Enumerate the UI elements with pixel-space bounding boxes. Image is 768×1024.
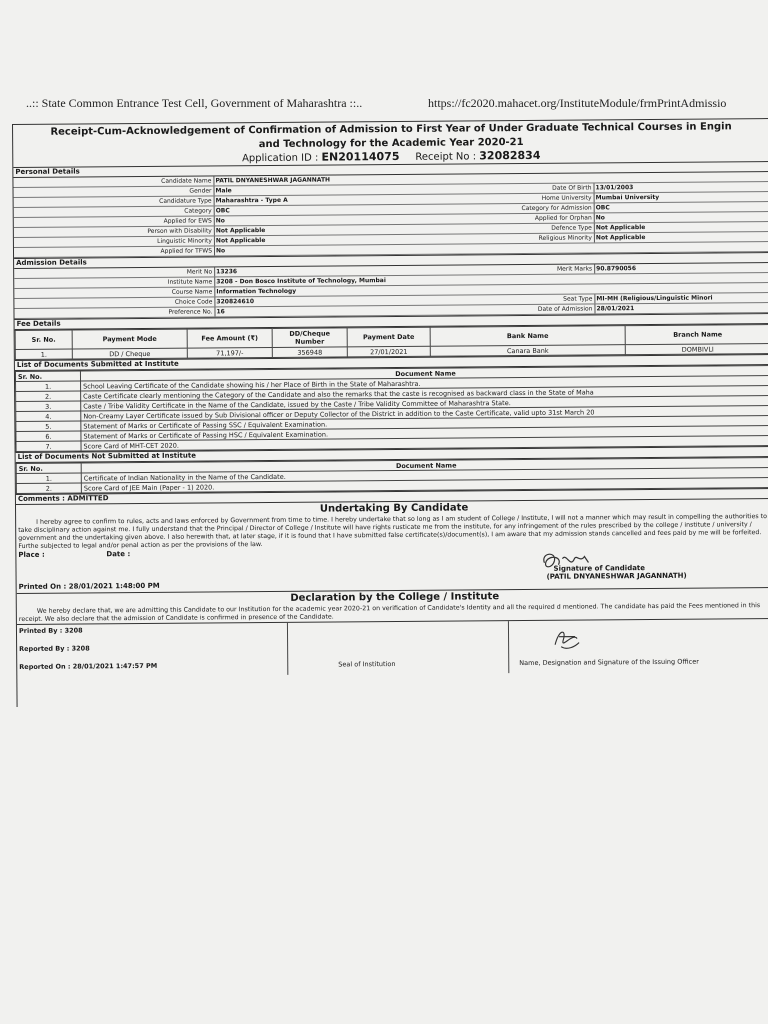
sr-no: 1. (16, 473, 81, 484)
fee-col-header: Sr. No. (15, 330, 72, 349)
field-label: Category (184, 207, 212, 215)
field-label: Seat Type (563, 295, 593, 303)
officer-box (509, 619, 768, 673)
document-name: Caste Certificate clearly mentioning the Category of the Candidate and also the remarks that the caste is recognised as backward class in the State of Maha (81, 386, 768, 401)
date-label: Date : (106, 550, 131, 559)
seal-box (288, 621, 509, 675)
field-value: 13/01/2003 (593, 183, 633, 192)
field-value: 3208 - Don Bosco Institute of Technology, Mumbai (214, 276, 386, 286)
field-value: No (594, 213, 605, 222)
fee-col-header: Fee Amount (₹) (187, 328, 272, 348)
document-name: Statement of Marks or Certificate of Passing HSC / Equivalent Examination. (81, 426, 768, 441)
field-value: 90.8790056 (594, 264, 636, 273)
docs-not-submitted-heading: List of Documents Not Submitted at Institute (16, 446, 768, 463)
printed-on: Printed On : 28/01/2021 1:48:00 PM (18, 581, 160, 591)
field-label: Preference No. (168, 308, 213, 316)
sr-no-header: Sr. No. (15, 371, 80, 382)
field-value: Not Applicable (214, 226, 266, 235)
document-name: Non-Creamy Layer Certificate issued by Sub Divisional officer or Deputy Collector of the District in addition to the Caste Certificate, valid upto 31st March 20 (81, 406, 768, 421)
document-name: School Leaving Certificate of the Candidate showing his / her Place of Birth in the State of Maharashtra. (81, 376, 768, 391)
officer-label: Name, Designation and Signature of the Issuing Officer (519, 657, 699, 668)
declaration-footer (17, 618, 768, 677)
fee-cell: 71,197/- (187, 347, 272, 358)
fee-cell: 27/01/2021 (347, 346, 430, 357)
field-value: Mumbai University (594, 193, 660, 203)
fee-details-heading: Fee Details (15, 313, 768, 330)
receipt-title-line1: Receipt-Cum-Acknowledgement of Confirmation of Admission to First Year of Under Graduate Technical Courses in Engin (50, 121, 732, 138)
document-name: Caste / Tribe Validity Certificate in the Name of the Candidate, issued by the Caste / Tribe Validity Committee of Maharashtra State. (81, 396, 768, 411)
reported-by: Reported By : 3208 (19, 644, 90, 653)
application-id: EN20114075 (321, 149, 400, 164)
field-label: Course Name (171, 288, 213, 296)
candidate-signature-area (16, 545, 768, 593)
field-value: Not Applicable (594, 233, 646, 242)
receipt-no-label: Receipt No : (415, 151, 477, 163)
fee-cell: DOMBIVLI (625, 344, 768, 355)
printed-by: Printed By : 3208 (18, 626, 83, 635)
fee-col-header: DD/Cheque Number (272, 328, 347, 348)
field-label: Gender (189, 187, 212, 195)
field-label: Choice Code (174, 298, 213, 306)
docs-submitted-table (15, 365, 768, 452)
comments: Comments : ADMITTED (16, 488, 768, 505)
field-label: Linguistic Minority (157, 237, 212, 245)
document-name: Score Card of MHT-CET 2020. (81, 436, 768, 451)
sr-no: 4. (16, 411, 81, 422)
sr-no: 5. (16, 421, 81, 432)
sr-no: 2. (16, 483, 81, 494)
receipt-no: 32082834 (479, 148, 541, 163)
field-value: 320824610 (214, 297, 254, 306)
fee-cell: 1. (15, 349, 72, 359)
field-label: Applied for TFWS (160, 247, 213, 255)
field-value: 13236 (214, 267, 237, 276)
field-value: OBC (214, 206, 230, 215)
seal-label: Seal of Institution (338, 660, 396, 669)
fee-col-header: Payment Date (347, 327, 430, 347)
admission-details (14, 263, 768, 319)
field-label: Defence Type (551, 224, 592, 232)
field-label: Candidate Name (161, 177, 212, 185)
place-label: Place : (18, 550, 45, 559)
fee-cell: DD / Cheque (72, 348, 187, 359)
page-title: ..:: State Common Entrance Test Cell, Government of Maharashtra ::.. (26, 96, 363, 110)
field-value: PATIL DNYANESHWAR JAGANNATH (213, 176, 330, 186)
field-value: Male (213, 186, 231, 195)
fee-cell: 356948 (272, 347, 347, 358)
field-label: Candidature Type (159, 197, 212, 205)
undertaking-text: I hereby agree to confirm to rules, acts and laws enforced by Government from time to time. I hereby undertake that so long as I am student of College / Institute, I will not a manner which may result in compelling the authorities to take disciplinary action against me. I fully understand that the Principal / Director of College / Institute will have rights rusticate me from the institute, for any infringement of the rules prescribed by the college / institute / university / government and the undertaking given above. I also herewith that, at later stage, if it is found that I have submitted false certificate(s)/document(s), I am aware that my admission stands cancelled and fees paid by me will be forfeited. Furthe subjected to legal and/or penal action as per the provisions of the law. (18, 513, 767, 550)
field-label: Home University (541, 194, 592, 202)
field-label: Applied for Orphan (534, 214, 592, 222)
candidate-name: (PATIL DNYANESHWAR JAGANNATH) (546, 571, 687, 581)
document-name-header: Document Name (81, 458, 768, 473)
fee-col-header: Branch Name (625, 325, 768, 345)
receipt-title-line2: and Technology for the Academic Year 2020-21 (258, 136, 524, 151)
declaration-text: We hereby declare that, we are admitting this Candidate to our Institution for the academic year 2020-21 on verification of Candidate's Identity and all the required d mentioned. The candidate has paid the Fees mentioned in this receipt. We also declare that the admission of Candidate is confirmed in presence of the Candidate. (18, 602, 761, 623)
reported-on: Reported On : 28/01/2021 1:47:57 PM (19, 661, 158, 671)
field-label: Religious Minority (538, 234, 592, 242)
application-id-label: Application ID : (242, 152, 319, 165)
field-value: Maharashtra - Type A (214, 196, 288, 206)
sr-no: 1. (16, 381, 81, 392)
browser-print-header (26, 96, 768, 116)
field-value: No (214, 216, 225, 225)
document-name: Score Card of JEE Main (Paper - 1) 2020. (81, 478, 768, 493)
field-value: MI-MH (Religious/Linguistic Minori (594, 294, 712, 304)
fee-col-header: Payment Mode (72, 329, 187, 349)
field-label: Merit No (186, 268, 213, 276)
field-value: 28/01/2021 (594, 304, 634, 313)
field-label: Person with Disability (147, 227, 212, 235)
field-label: Applied for EWS (163, 217, 212, 225)
sr-no-header: Sr. No. (16, 463, 81, 474)
undertaking-title: Undertaking By Candidate (319, 502, 469, 515)
sr-no: 3. (16, 401, 81, 412)
field-value: No (214, 246, 225, 255)
field-value: 16 (214, 307, 224, 316)
signature-label: Signature of Candidate (553, 564, 646, 573)
declaration-title: Declaration by the College / Institute (290, 591, 500, 604)
sr-no: 6. (16, 431, 81, 442)
personal-details (13, 172, 768, 258)
officer-signature (549, 625, 585, 655)
admission-details-heading: Admission Details (14, 252, 768, 269)
receipt-sheet (12, 118, 768, 707)
field-label: Date Of Birth (552, 184, 592, 192)
field-value: Information Technology (214, 287, 296, 297)
print-info (17, 623, 288, 677)
field-label: Date of Admission (537, 305, 593, 313)
document-name: Statement of Marks or Certificate of Passing SSC / Equivalent Examination. (81, 416, 768, 431)
page-url: https://fc2020.mahacet.org/InstituteModule/frmPrintAdmissio (428, 96, 727, 110)
docs-submitted-heading: List of Documents Submitted at Institute (15, 354, 768, 371)
document-name-header: Document Name (80, 366, 768, 381)
field-label: Merit Marks (556, 265, 593, 273)
fee-cell: Canara Bank (430, 345, 625, 357)
personal-details-heading: Personal Details (13, 161, 768, 178)
field-label: Institute Name (167, 278, 213, 286)
field-value: OBC (594, 203, 610, 212)
document-name: Certificate of Indian Nationality in the Name of the Candidate. (81, 468, 768, 483)
sr-no: 2. (16, 391, 81, 402)
field-value: Not Applicable (594, 223, 646, 232)
sr-no: 7. (16, 441, 81, 452)
field-label: Category for Admission (521, 204, 592, 213)
fee-col-header: Bank Name (430, 326, 625, 347)
field-value: Not Applicable (214, 236, 266, 245)
